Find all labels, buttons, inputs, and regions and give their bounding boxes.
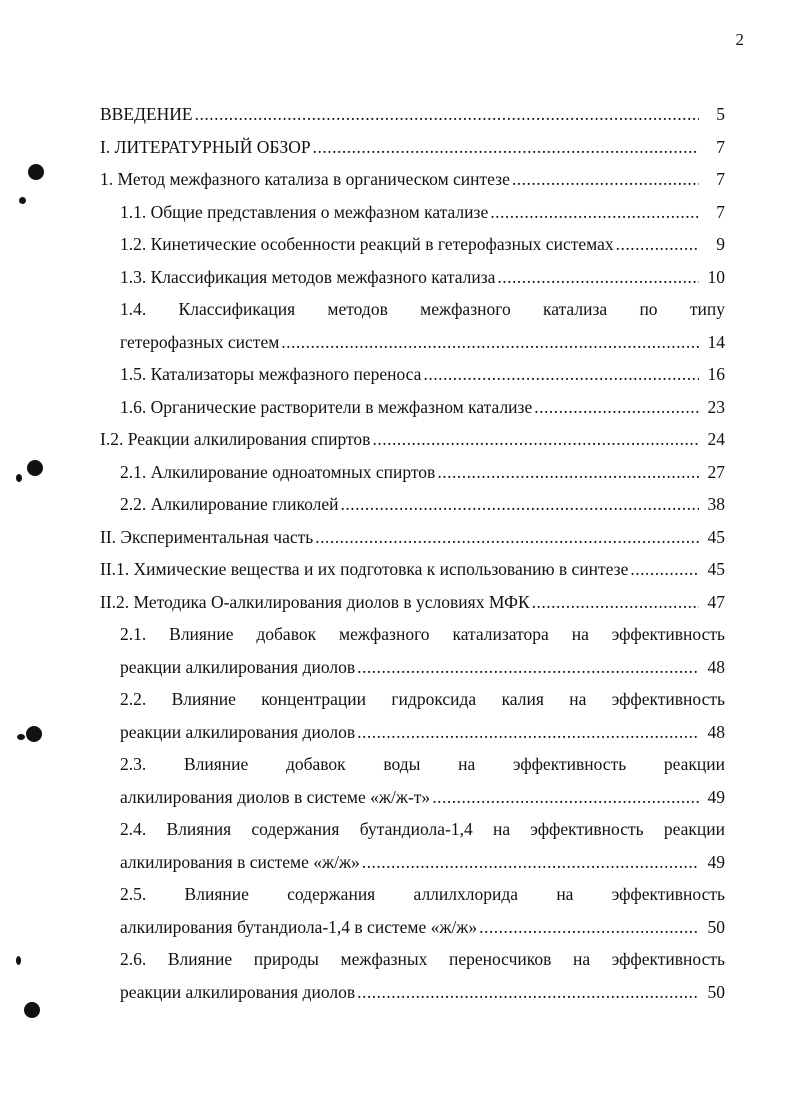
toc-entry [100, 781, 725, 814]
toc-entry-page: 14 [707, 331, 725, 352]
table-of-contents [100, 98, 725, 1008]
toc-entry-title: II.2. Методика О-алкилирования диолов в условиях МФК [100, 591, 530, 612]
toc-entry-page: 47 [707, 591, 725, 612]
punch-hole-mark [27, 460, 43, 476]
toc-entry [100, 163, 725, 196]
toc-entry-title: I. ЛИТЕРАТУРНЫЙ ОБЗОР [100, 136, 311, 157]
toc-entry [100, 131, 725, 164]
toc-entry-title: алкилирования диолов в системе «ж/ж-т» [120, 786, 431, 807]
punch-hole-mark [24, 1002, 40, 1018]
toc-entry [100, 228, 725, 261]
punch-hole-mark [19, 197, 26, 204]
toc-entry-title: реакции алкилирования диолов [120, 656, 356, 677]
toc-entry-title: I.2. Реакции алкилирования спиртов [100, 429, 371, 449]
toc-entry-page: 38 [707, 494, 725, 514]
toc-entry-page: 49 [707, 786, 725, 807]
toc-entry-page: 27 [707, 461, 725, 482]
toc-entry-page: 16 [707, 364, 725, 384]
toc-entry-line1: 2.2. Влияние концентрации гидроксида калия на эффективность [120, 689, 725, 709]
toc-entry-title: реакции алкилирования диолов [120, 981, 356, 1002]
toc-entry [100, 456, 725, 489]
toc-entry-page: 10 [707, 266, 725, 287]
toc-entry-title: II. Экспериментальная часть [100, 526, 314, 547]
toc-entry-title: 1.3. Классификация методов межфазного катализа [120, 266, 496, 287]
toc-entry-line1: 2.3. Влияние добавок воды на эффективность реакции [120, 754, 725, 774]
toc-entry-title: 2.1. Алкилирование одноатомных спиртов [120, 461, 436, 482]
toc-entry-line1: 2.6. Влияние природы межфазных переносчиков на эффективность [120, 949, 725, 969]
toc-entry-line1: 1.4. Классификация методов межфазного катализа по типу [120, 299, 725, 319]
punch-hole-mark [16, 474, 22, 482]
toc-entry-title: 2.2. Алкилирование гликолей [120, 494, 339, 514]
toc-entry-page: 45 [707, 559, 725, 579]
toc-entry [100, 261, 725, 294]
toc-entry [100, 586, 725, 619]
toc-entry-title: 1. Метод межфазного катализа в органическом синтезе [100, 169, 510, 189]
toc-entry-title: 1.6. Органические растворители в межфазном катализе [120, 396, 533, 417]
toc-entry [100, 98, 725, 131]
toc-entry [100, 326, 725, 359]
toc-entry-page: 23 [707, 396, 725, 417]
punch-hole-mark [26, 726, 42, 742]
toc-entry-page: 50 [707, 981, 725, 1002]
toc-entry-page: 49 [707, 851, 725, 872]
toc-entry [100, 391, 725, 424]
toc-entry [100, 911, 725, 944]
toc-entry-title: алкилирования в системе «ж/ж» [120, 851, 360, 872]
toc-entry [100, 716, 725, 749]
toc-entry-line1: 2.5. Влияние содержания аллилхлорида на эффективность [120, 884, 725, 904]
toc-entry-line1: 2.1. Влияние добавок межфазного катализатора на эффективность [120, 624, 725, 644]
toc-entry-title: алкилирования бутандиола-1,4 в системе «ж/ж» [120, 916, 478, 937]
toc-entry-page: 7 [716, 201, 725, 222]
toc-entry-title: 1.5. Катализаторы межфазного переноса [120, 364, 422, 384]
toc-entry-title: II.1. Химические вещества и их подготовка к использованию в синтезе [100, 559, 629, 579]
toc-entry-page: 50 [707, 916, 725, 937]
toc-entry-page: 7 [716, 136, 725, 157]
toc-entry-title: реакции алкилирования диолов [120, 721, 356, 742]
toc-entry-title: 1.2. Кинетические особенности реакций в гетерофазных системах [120, 234, 614, 254]
toc-entry [100, 521, 725, 554]
toc-entry [100, 976, 725, 1009]
toc-entry [100, 553, 725, 586]
toc-entry-page: 45 [707, 526, 725, 547]
toc-entry [100, 423, 725, 456]
page-number: 2 [735, 30, 744, 49]
toc-entry-page: 9 [716, 234, 725, 254]
toc-entry-page: 48 [707, 721, 725, 742]
toc-entry-page: 7 [716, 169, 725, 189]
toc-entry-title: гетерофазных систем [120, 331, 280, 352]
punch-hole-mark [28, 164, 44, 180]
toc-entry-page: 48 [707, 656, 725, 677]
toc-entry [100, 651, 725, 684]
punch-hole-mark [16, 956, 21, 965]
toc-entry-page: 24 [707, 429, 725, 449]
toc-entry [100, 846, 725, 879]
toc-entry-line1: 2.4. Влияния содержания бутандиола-1,4 на эффективность реакции [120, 819, 725, 839]
toc-entry [100, 488, 725, 521]
toc-entry [100, 358, 725, 391]
toc-entry-title: ВВЕДЕНИЕ [100, 104, 193, 124]
toc-entry-title: 1.1. Общие представления о межфазном катализе [120, 201, 489, 222]
toc-entry [100, 196, 725, 229]
toc-entry-page: 5 [716, 104, 725, 124]
punch-hole-mark [17, 734, 25, 740]
